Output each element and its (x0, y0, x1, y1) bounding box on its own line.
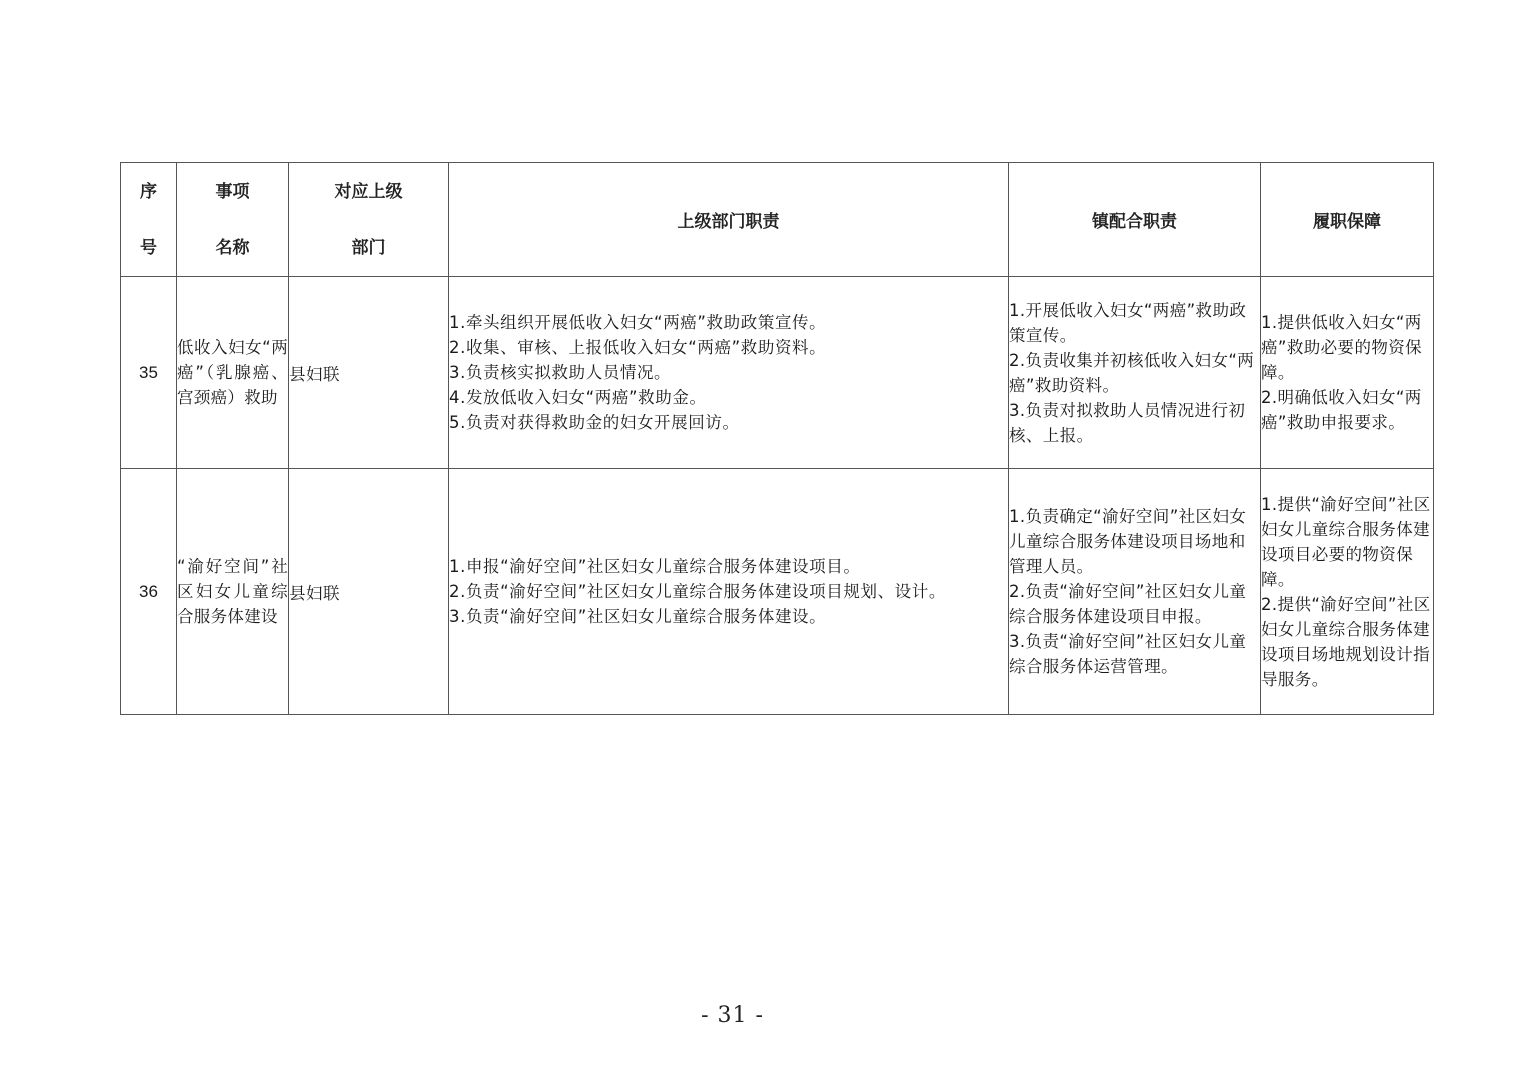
table-row (121, 469, 1434, 715)
header-item (177, 163, 289, 277)
header-guarantee: 履职保障 (1261, 163, 1434, 277)
duty-line: 3.负责核实拟救助人员情况。 (449, 363, 672, 382)
row-town-duties (1009, 277, 1261, 469)
duty-line: 1.负责确定“渝好空间”社区妇女儿童综合服务体建设项目场地和管理人员。 (1009, 507, 1247, 576)
table-header-row (121, 163, 1434, 277)
duty-line: 3.负责“渝好空间”社区妇女儿童综合服务体运营管理。 (1009, 632, 1247, 676)
duty-line: 1.提供“渝好空间”社区妇女儿童综合服务体建设项目必要的物资保障。 (1261, 494, 1431, 589)
duty-line: 2.明确低收入妇女“两癌”救助申报要求。 (1261, 388, 1422, 432)
header-upper-duties: 上级部门职责 (449, 163, 1009, 277)
duty-line: 2.负责“渝好空间”社区妇女儿童综合服务体建设项目规划、设计。 (449, 582, 946, 601)
header-item-line1: 事项 (215, 181, 250, 202)
duty-line: 1.牵头组织开展低收入妇女“两癌”救助政策宣传。 (449, 313, 827, 332)
table-row (121, 277, 1434, 469)
row-dept: 县妇联 (289, 277, 449, 469)
header-item-line2: 名称 (215, 237, 250, 258)
row-seq: 36 (121, 469, 177, 715)
row-town-duties (1009, 469, 1261, 715)
header-town-duties: 镇配合职责 (1009, 163, 1261, 277)
duty-line: 5.负责对获得救助金的妇女开展回访。 (449, 413, 740, 432)
header-dept (289, 163, 449, 277)
row-seq: 35 (121, 277, 177, 469)
row-item-name: 低收入妇女“两癌”（乳腺癌、宫颈癌）救助 (177, 277, 289, 469)
duty-line: 2.收集、审核、上报低收入妇女“两癌”救助资料。 (449, 338, 827, 357)
row-upper-duties (449, 469, 1009, 715)
duty-line: 2.负责收集并初核低收入妇女“两癌”救助资料。 (1009, 350, 1255, 395)
header-seq (121, 163, 177, 277)
header-seq-line1: 序 (140, 181, 157, 202)
row-guarantee (1261, 277, 1434, 469)
header-seq-line2: 号 (140, 237, 157, 258)
duty-line: 2.负责“渝好空间”社区妇女儿童综合服务体建设项目申报。 (1009, 582, 1247, 626)
duty-line: 1.开展低收入妇女“两癌”救助政策宣传。 (1009, 300, 1247, 345)
duty-line: 3.负责对拟救助人员情况进行初核、上报。 (1009, 400, 1246, 445)
row-dept: 县妇联 (289, 469, 449, 715)
row-upper-duties (449, 277, 1009, 469)
header-dept-line1: 对应上级 (334, 181, 403, 202)
duty-line: 2.提供“渝好空间”社区妇女儿童综合服务体建设项目场地规划设计指导服务。 (1261, 594, 1431, 689)
duty-line: 3.负责“渝好空间”社区妇女儿童综合服务体建设。 (449, 607, 827, 626)
row-guarantee (1261, 469, 1434, 715)
page-number: - 31 - (701, 1003, 764, 1028)
row-item-name: “渝好空间”社区妇女儿童综合服务体建设 (177, 469, 289, 715)
duty-table (120, 162, 1434, 715)
header-dept-line2: 部门 (351, 237, 386, 258)
duty-line: 4.发放低收入妇女“两癌”救助金。 (449, 388, 707, 407)
duty-line: 1.提供低收入妇女“两癌”救助必要的物资保障。 (1261, 313, 1423, 382)
duty-line: 1.申报“渝好空间”社区妇女儿童综合服务体建设项目。 (449, 557, 861, 576)
